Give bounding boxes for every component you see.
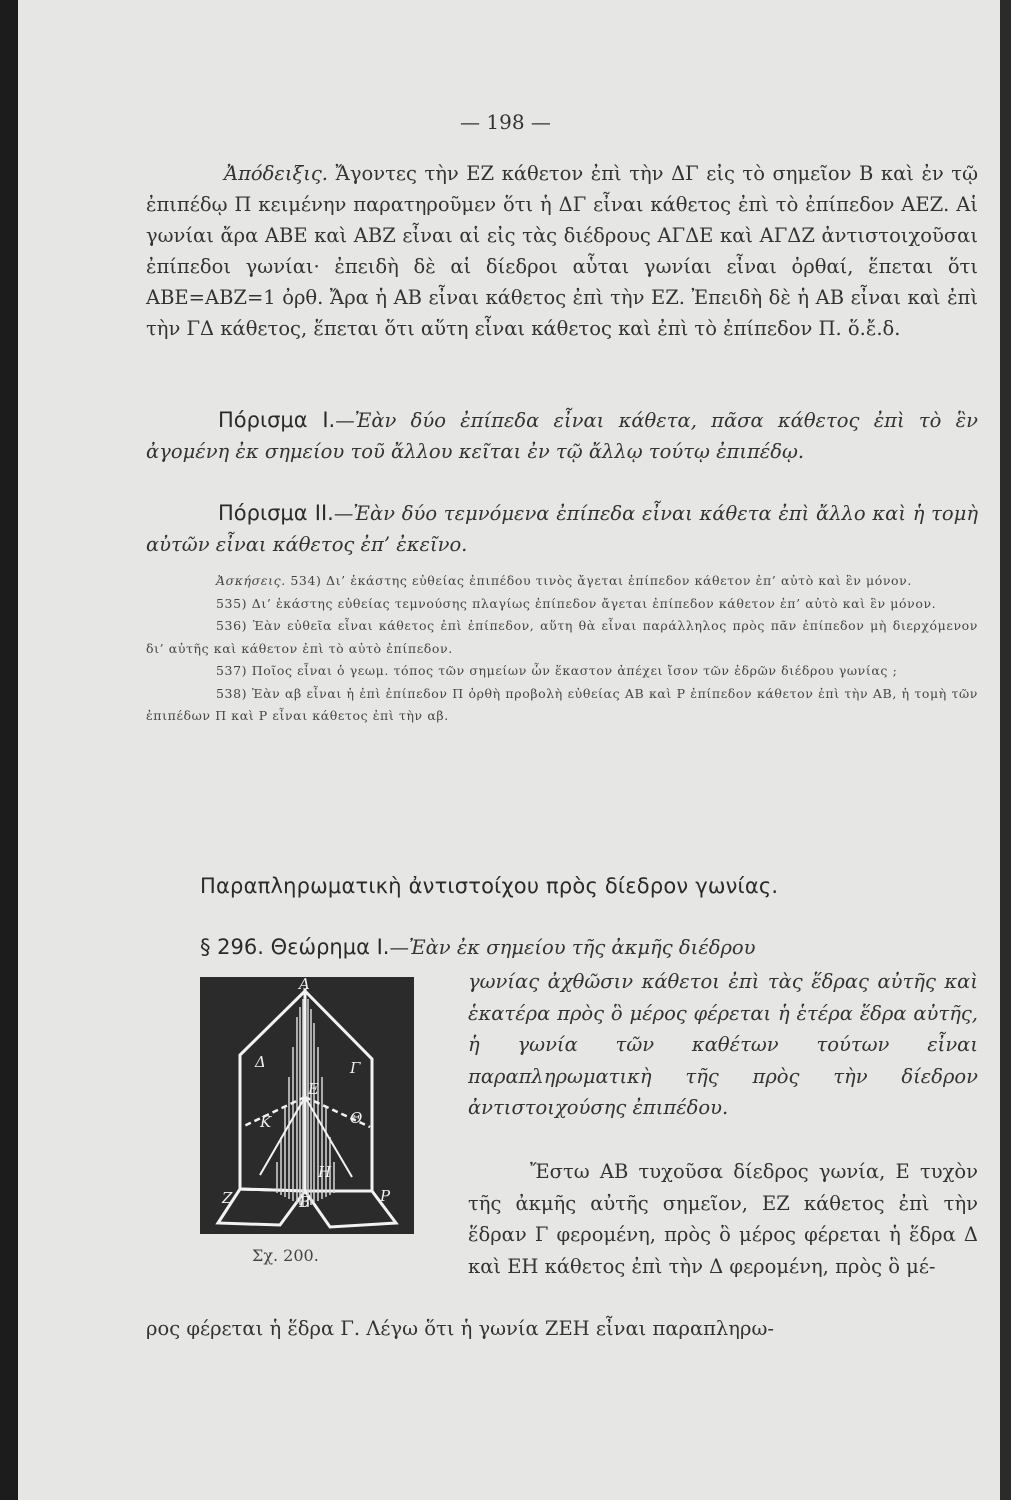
label-Delta: Δ [255,1053,266,1071]
corollary-1-text: Ἐὰν δύο ἐπίπεδα εἶναι κάθετα, πᾶσα κάθετος ἐπὶ τὸ ἓν ἀγομένη ἐκ σημείου τοῦ ἄλλου κεῖται ἐν τῷ ἄλλῳ τούτῳ ἐπιπέδῳ. [146,409,978,463]
exercise-text: 534) Δι’ ἑκάστης εὐθείας ἐπιπέδου τινὸς ἄγεται ἐπίπεδον κάθετον ἐπ’ αὐτὸ καὶ ἓν μόνον. [290,573,912,588]
exercise-538 [146,683,978,728]
exercise-535 [146,593,978,616]
corollary-1-dash: — [335,409,355,432]
corollary-1-label: Πόρισμα Ι. [218,408,336,432]
theorem-first-line [200,932,978,964]
exercises [146,570,978,728]
label-Theta: Θ [350,1109,363,1127]
exercises-label: Ἀσκήσεις. [216,573,291,588]
dihedral-figure-drawing [200,977,414,1234]
theorem-text: γωνίας ἀχθῶσιν κάθετοι ἐπὶ τὰς ἕδρας αὐτῆς καὶ ἑκατέρα πρὸς ὃ μέρος φέρεται ἡ ἑτέρα ἕδρα αὐτῆς, ἡ γωνία τῶν καθέτων τούτων εἶναι παραπληρωματικὴ τῆς πρὸς τὴν δίεδρον ἀντιστοιχούσης ἐπιπέδου. [468,970,978,1119]
label-B: Β [299,1193,311,1211]
figure-200 [200,977,414,1234]
corollary-2-label: Πόρισμα ΙΙ. [218,501,334,525]
corollary-2 [146,498,978,560]
exercise-536 [146,615,978,660]
corollary-2-dash: — [333,502,354,525]
body-last-line: ρος φέρεται ἡ ἕδρα Γ. Λέγω ὅτι ἡ γωνία ΖΕΗ εἶναι παραπληρω- [146,1317,774,1340]
theorem-label: § 296. Θεώρημα Ι. [200,935,390,959]
corollary-2-text: Ἐὰν δύο τεμνόμενα ἐπίπεδα εἶναι κάθετα ἐπὶ ἄλλο καὶ ἡ τομὴ αὐτῶν εἶναι κάθετος ἐπ’ ἐκεῖνο. [146,502,978,556]
proof-label: Ἀπόδειξις. [224,162,328,185]
body-right-column: Ἔστω ΑΒ τυχοῦσα δίεδρος γωνία, Ε τυχὸν τῆς ἀκμῆς αὐτῆς σημεῖον, ΕΖ κάθετος ἐπὶ τὴν ἕδραν Γ φερομένη, πρὸς ὃ μέρος φέρεται ἡ ἕδρα Δ καὶ ΕΗ κάθετος ἐπὶ τὴν Δ φερομένη, πρὸς ὃ μέ- [468,1160,978,1278]
label-Gamma: Γ [350,1059,361,1077]
theorem-dash: — [389,936,409,959]
page-number: — 198 — [460,110,551,134]
label-K: Κ [260,1113,272,1131]
label-P: Ρ [380,1187,391,1205]
label-E: Ε [308,1080,319,1098]
section-heading: Παραπληρωματικὴ ἀντιστοίχου πρὸς δίεδρον γωνίας. [200,874,779,898]
exercise-text: 537) Ποῖος εἶναι ὁ γεωμ. τόπος τῶν σημείων ὧν ἕκαστον ἀπέχει ἴσον τῶν ἑδρῶν διέδρου γωνίας ; [216,663,898,678]
exercise-text: 535) Δι’ ἑκάστης εὐθείας τεμνούσης πλαγίως ἐπίπεδον ἄγεται ἐπίπεδον κάθετον ἐπ’ αὐτὸ καὶ ἓν μόνον. [216,595,937,611]
label-A: Α [299,977,310,993]
figure-caption: Σχ. 200. [252,1246,319,1265]
label-H: Η [318,1163,332,1181]
page-edge [1000,0,1011,1500]
theorem-text-start: Ἐὰν ἐκ σημείου τῆς ἀκμῆς διέδρου [408,936,756,959]
exercise-537 [146,660,978,683]
proof-paragraph [146,158,978,344]
exercise-text: 536) Ἐὰν εὐθεῖα εἶναι κάθετος ἐπὶ ἐπίπεδον, αὕτη θὰ εἶναι παράλληλος πρὸς πᾶν ἐπίπεδον μὴ διερχόμενον δι’ αὐτῆς καὶ κάθετον ἐπὶ τὸ αὐτὸ ἐπίπεδον. [146,618,978,656]
label-Z: Ζ [222,1189,233,1207]
exercise-text: 538) Ἐὰν αβ εἶναι ἡ ἐπὶ ἐπίπεδον Π ὀρθὴ προβολὴ εὐθείας ΑΒ καὶ Ρ ἐπίπεδον κάθετον ἐπὶ τὴν ΑΒ, ἡ τομὴ τῶν ἐπιπέδων Π καὶ Ρ εἶναι κάθετος ἐπὶ τὴν αβ. [146,685,978,723]
proof-text: Ἄγοντες τὴν ΕΖ κάθετον ἐπὶ τὴν ΔΓ εἰς τὸ σημεῖον Β καὶ ἐν τῷ ἐπιπέδῳ Π κειμένην παρατηροῦμεν ὅτι ἡ ΔΓ εἶναι κάθετος ἐπὶ τὸ ἐπίπεδον ΑΕΖ. Αἱ γωνίαι ἄρα ΑΒΕ καὶ ΑΒΖ εἶναι αἱ εἰς τὰς διέδρους ΑΓΔΕ καὶ ΑΓΔΖ ἀντιστοιχοῦσαι ἐπίπεδοι γωνίαι· ἐπειδὴ δὲ αἱ δίεδροι αὗται γωνίαι εἶναι ὀρθαί, ἕπεται ὅτι ΑΒΕ=ΑΒΖ=1 ὀρθ. Ἄρα ἡ ΑΒ εἶναι κάθετος ἐπὶ τὴν ΕΖ. Ἐπειδὴ δὲ ἡ ΑΒ εἶναι καὶ ἐπὶ τὴν ΓΔ κάθετος, ἕπεται ὅτι αὕτη εἶναι κάθετος καὶ ἐπὶ τὸ ἐπίπεδον Π. ὅ.ἔ.δ. [146,162,978,340]
exercise-534 [146,570,978,593]
corollary-1 [146,405,978,467]
